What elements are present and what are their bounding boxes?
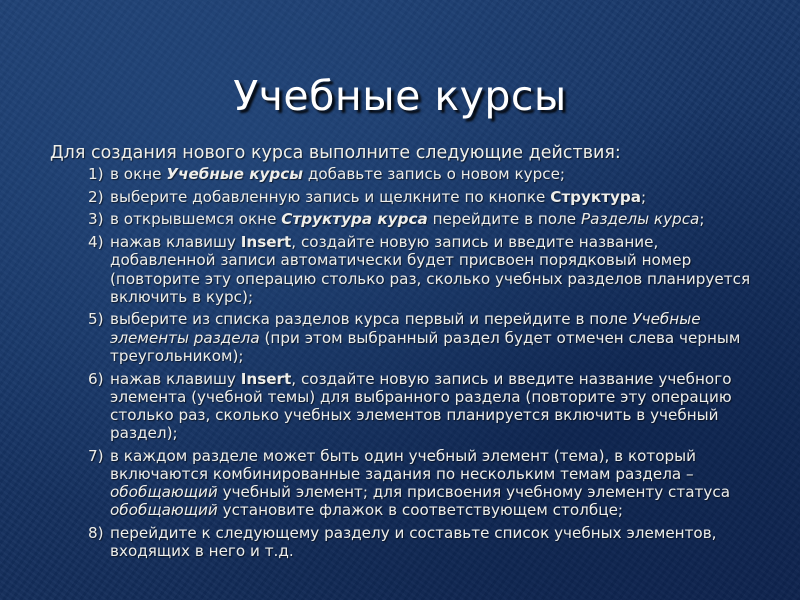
step-text: перейдите в поле — [427, 210, 581, 229]
step-number: 4) — [88, 233, 104, 252]
step-text: установите флажок в соответствующем столбце; — [217, 501, 624, 520]
step-item — [88, 370, 760, 443]
button-name-emphasis: Структура — [550, 187, 642, 206]
field-name-emphasis: Разделы курса — [580, 210, 700, 229]
step-text: ; — [641, 187, 647, 206]
step-item — [88, 310, 760, 365]
step-item — [88, 524, 760, 560]
step-text: , создайте новую запись и введите название, добавленной записи автоматически будет присвоен порядковый номер (повторите эту операцию столько раз, сколько учебных разделов планируется включить в курс); — [110, 233, 751, 306]
step-text: в окне — [110, 165, 167, 183]
step-text: нажав клавишу — [110, 369, 241, 388]
step-text: нажав клавишу — [110, 233, 241, 252]
step-text: в открывшемся окне — [110, 210, 282, 229]
step-text: (при этом выбранный раздел будет отмечен слева черным треугольником); — [110, 328, 741, 365]
step-text: в каждом разделе может быть один учебный элемент (тема), в который включаются комбинированные задания по нескольким темам раздела – — [110, 446, 697, 484]
slide-title: Учебные курсы — [233, 72, 567, 120]
step-number: 7) — [88, 446, 104, 465]
step-number: 8) — [88, 524, 104, 543]
step-text: добавьте запись о новом курсе; — [303, 165, 566, 183]
step-item — [88, 233, 760, 306]
step-text: ; — [699, 210, 705, 229]
window-name-emphasis: Учебные курсы — [166, 165, 304, 183]
window-name-emphasis: Структура курса — [281, 210, 428, 229]
step-number: 3) — [88, 210, 104, 229]
step-text: учебный элемент; для присвоения учебному элементу статуса — [217, 483, 731, 502]
step-text: выберите добавленную запись и щелкните по кнопке — [110, 187, 551, 206]
step-number: 2) — [88, 187, 104, 206]
step-item — [88, 165, 760, 183]
status-name-emphasis: обобщающий — [110, 483, 218, 502]
step-number: 1) — [88, 165, 104, 183]
field-name-emphasis: Учебные элементы раздела — [110, 310, 701, 347]
step-item — [88, 447, 760, 520]
step-text: , создайте новую запись и введите название учебного элемента (учебной темы) для выбранного раздела (повторите эту операцию столько раз, сколько учебных элементов планируется включить в учебный раздел); — [110, 369, 732, 443]
step-number: 6) — [88, 369, 104, 388]
step-item — [88, 210, 760, 228]
intro-text: Для создания нового курса выполните следующие действия: — [50, 143, 621, 163]
key-name-emphasis: Insert — [240, 369, 292, 388]
step-number: 5) — [88, 310, 104, 329]
step-text: выберите из списка разделов курса первый и перейдите в поле — [110, 310, 633, 329]
status-name-emphasis: обобщающий — [110, 501, 218, 520]
step-item — [88, 188, 760, 206]
step-text: перейдите к следующему разделу и составьте список учебных элементов, входящих в него и т.д. — [110, 524, 717, 561]
key-name-emphasis: Insert — [240, 233, 292, 252]
steps-list — [88, 165, 760, 565]
